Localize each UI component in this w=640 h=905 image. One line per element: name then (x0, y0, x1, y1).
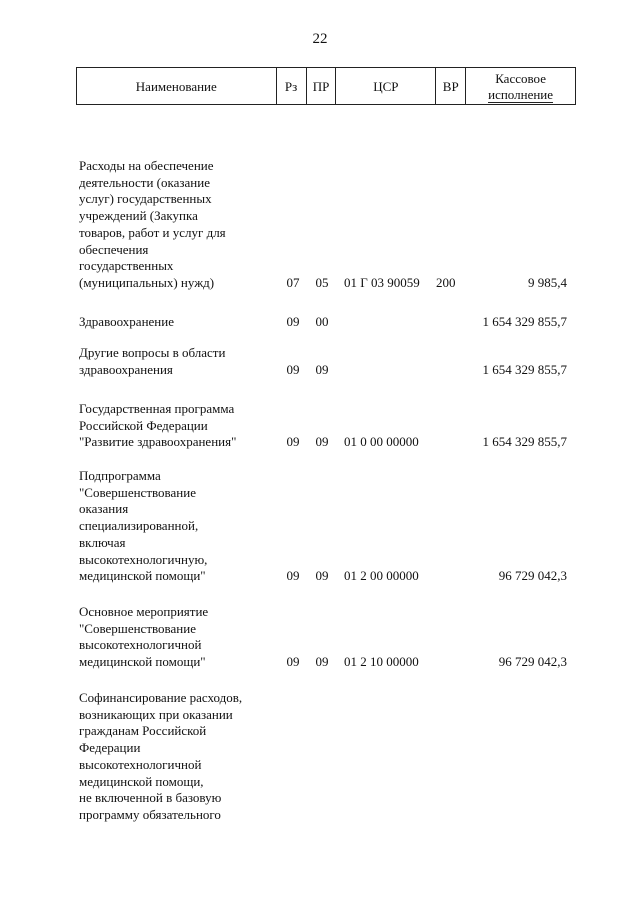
table-row (76, 604, 576, 671)
row-rz: 07 (286, 274, 300, 290)
row-amount: 96 729 042,3 (498, 568, 567, 584)
row-amount: 96 729 042,3 (498, 654, 567, 670)
row-pr: 05 (315, 274, 329, 290)
row-name-line: учреждений (Закупка (79, 208, 198, 224)
row-name-line: Другие вопросы в области (79, 345, 226, 361)
row-name (76, 468, 276, 585)
budget-table (76, 67, 576, 824)
row-pr: 00 (315, 314, 329, 330)
row-name-line: услуг) государственных (79, 191, 212, 207)
row-name (76, 401, 276, 451)
row-rz: 09 (286, 314, 300, 330)
row-name-line: "Совершенствование (79, 484, 196, 500)
row-name (76, 158, 276, 292)
row-name-line: (муниципальных) нужд) (79, 274, 215, 290)
row-name-line: Софинансирование расходов, (79, 690, 243, 706)
row-rz: 09 (286, 654, 300, 670)
row-pr: 09 (315, 654, 329, 670)
row-name-line: здравоохранения (79, 361, 173, 377)
row-rz: 09 (286, 568, 300, 584)
row-name-line: обеспечения (79, 241, 149, 257)
row-name (76, 345, 276, 378)
header-name: Наименование (77, 68, 277, 104)
table-row (76, 401, 576, 451)
row-name-line: Расходы на обеспечение (79, 158, 214, 173)
row-name-line: товаров, работ и услуг для (79, 224, 226, 240)
row-pr: 09 (315, 361, 329, 377)
row-csr: 01 2 00 00000 (344, 568, 419, 584)
row-name-line: программу обязательного (79, 806, 221, 822)
table-row (76, 158, 576, 292)
header-amount (466, 68, 576, 104)
row-csr: 01 0 00 00000 (344, 434, 419, 450)
table-row (76, 345, 576, 378)
row-amount: 1 654 329 855,7 (482, 434, 567, 450)
row-name-line: не включенной в базовую (79, 790, 222, 806)
row-rz: 09 (286, 361, 300, 377)
table-body (76, 158, 576, 824)
row-name (76, 314, 276, 331)
row-name-line: медицинской помощи" (79, 654, 206, 670)
header-vr: ВР (436, 68, 466, 104)
row-name-line: "Развитие здравоохранения" (79, 434, 237, 450)
row-name-line: Здравоохранение (79, 314, 174, 330)
row-name-line: деятельности (оказание (79, 174, 210, 190)
row-rz: 09 (286, 434, 300, 450)
row-name-line: государственных (79, 258, 174, 274)
row-name-line: гражданам Российской (79, 723, 207, 739)
row-name-line: высокотехнологичную, (79, 551, 208, 567)
row-name-line: медицинской помощи" (79, 568, 206, 584)
row-pr: 09 (315, 568, 329, 584)
row-pr: 09 (315, 434, 329, 450)
row-amount: 1 654 329 855,7 (482, 314, 567, 330)
row-name (76, 690, 276, 824)
header-rz: Рз (277, 68, 307, 104)
header-amount-line2: исполнение (488, 87, 554, 102)
row-name-line: Федерации (79, 740, 141, 756)
row-name-line: медицинской помощи, (79, 773, 204, 789)
row-amount: 1 654 329 855,7 (482, 361, 567, 377)
page-number: 22 (312, 31, 328, 47)
header-pr: ПР (307, 68, 337, 104)
row-name (76, 604, 276, 671)
table-row (76, 690, 576, 824)
row-name-line: возникающих при оказании (79, 706, 233, 722)
row-amount: 9 985,4 (528, 274, 567, 290)
row-name-line: высокотехнологичной (79, 637, 202, 653)
header-csr: ЦСР (336, 68, 436, 104)
row-vr: 200 (436, 274, 456, 290)
table-row (76, 468, 576, 585)
row-name-line: включая (79, 534, 126, 550)
row-name-line: специализированной, (79, 518, 199, 534)
row-name-line: высокотехнологичной (79, 756, 202, 772)
row-name-line: оказания (79, 501, 129, 517)
row-csr: 01 2 10 00000 (344, 654, 419, 670)
table-header (76, 67, 576, 105)
row-name-line: Подпрограмма (79, 468, 161, 484)
row-csr: 01 Г 03 90059 (344, 274, 420, 290)
table-row (76, 314, 576, 331)
row-name-line: Основное мероприятие (79, 604, 209, 620)
row-name-line: Государственная программа (79, 401, 235, 417)
row-name-line: "Совершенствование (79, 620, 196, 636)
header-amount-line1: Кассовое (495, 71, 546, 86)
row-name-line: Российской Федерации (79, 417, 208, 433)
